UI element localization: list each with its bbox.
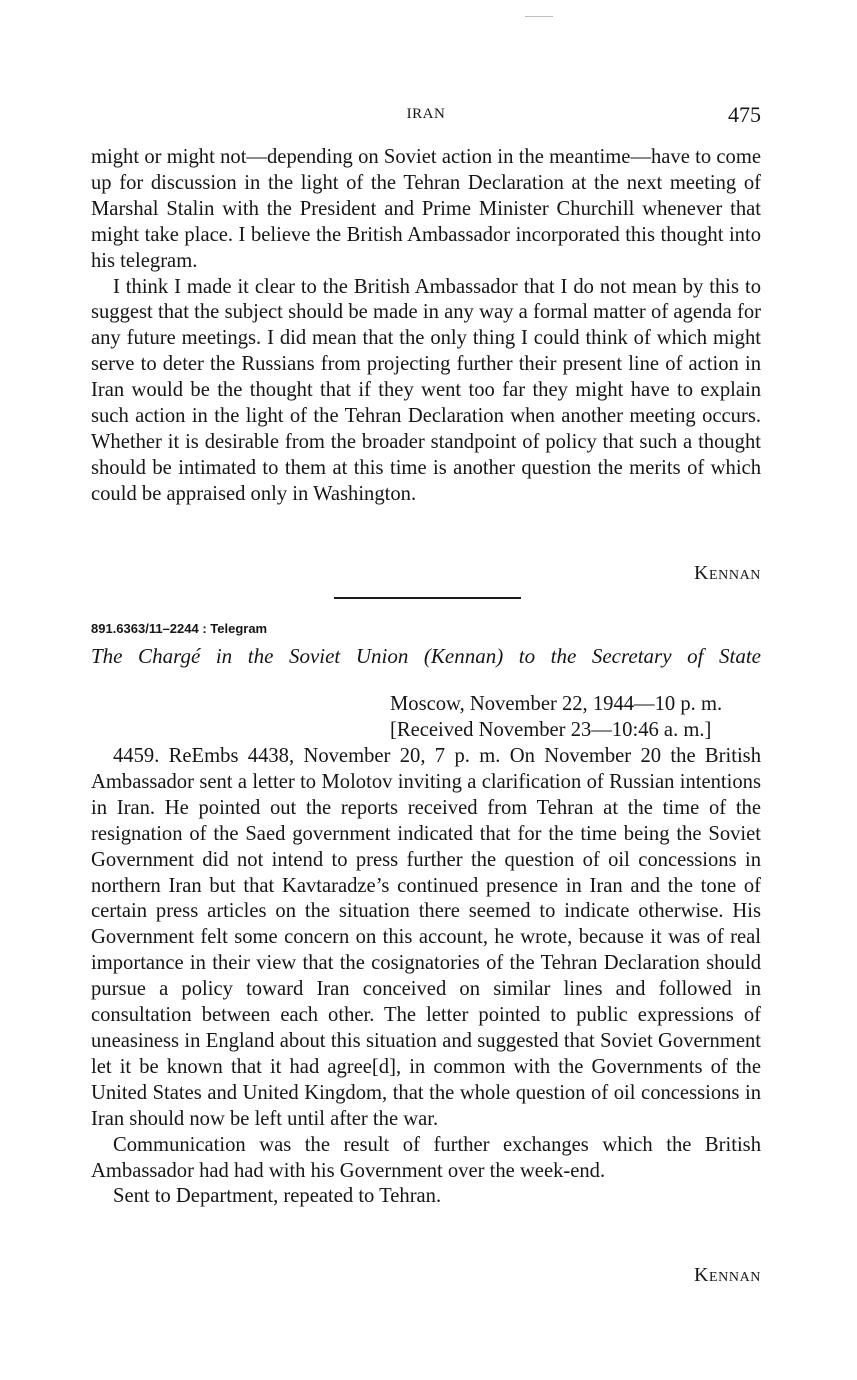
section-1-body bbox=[91, 145, 761, 508]
paragraph-continuation: might or might not—depending on Soviet action in the meantime—have to come up for discussion in the light of the Tehran Declaration at the next meeting of Marshal Stalin with the President and Prime Minister Churchill whenever that might take place. I believe the British Ambassador incorporated this thought into his telegram. bbox=[91, 146, 761, 272]
page-number: 475 bbox=[728, 102, 761, 127]
signature-kennan-1: Kennan bbox=[693, 562, 761, 584]
paragraph-agenda: I think I made it clear to the British Ambassador that I do not mean by this to suggest that the subject should be made in any way a formal matter of agenda for any future meetings. I did mean that the only thing I could think of which might serve to deter the Russians from projecting further their present line of action in Iran would be the thought that if they went too far they might have to explain such action in the light of the Tehran Declaration when another meeting occurs. Whether it is desirable from the broader standpoint of policy that such a thought should be intimated to them at this time is another question the merits of which could be appraised only in Washington. bbox=[91, 275, 761, 505]
document-heading: The Chargé in the Soviet Union (Kennan) to the Secretary of State bbox=[91, 644, 761, 668]
dateline: Moscow, November 22, 1944—10 p. m. bbox=[390, 693, 723, 715]
paragraph-sent-to: Sent to Department, repeated to Tehran. bbox=[113, 1185, 442, 1208]
section-divider bbox=[334, 597, 521, 599]
running-title: IRAN bbox=[406, 106, 446, 122]
received-line: [Received November 23—10:46 a. m.] bbox=[390, 719, 712, 741]
section-2-body bbox=[91, 744, 761, 1210]
paragraph-communication: Communication was the result of further exchanges which the British Ambassador had had with his Government over the week-end. bbox=[91, 1133, 761, 1182]
running-header bbox=[91, 102, 761, 130]
paragraph-telegram-4459: 4459. ReEmbs 4438, November 20, 7 p. m. On November 20 the British Ambassador sent a letter to Molotov inviting a clarification of Russian intentions in Iran. He pointed out the reports received from Tehran at the time of the resignation of the Saed government indicated that for the time being the Soviet Government did not intend to press further the question of oil concessions in northern Iran but that Kavtaradze’s continued presence in Iran and the tone of certain press articles on the situation there seemed to indicate otherwise. His Government felt some concern on this account, he wrote, because it was of real importance in their view that the cosignatories of the Tehran Declaration should pursue a policy toward Iran conceived on similar lines and followed in consultation between each other. The letter pointed to public expressions of uneasiness in England about this situation and suggested that Soviet Government let it be known that it had agree[d], in common with the Governments of the United States and United Kingdom, that the whole question of oil concessions in Iran should now be left until after the war. bbox=[91, 745, 761, 1130]
signature-kennan-2: Kennan bbox=[693, 1264, 761, 1286]
document-page bbox=[91, 0, 761, 1380]
file-reference: 891.6363/11–2244 : Telegram bbox=[91, 621, 268, 636]
page-top-mark bbox=[525, 16, 553, 17]
